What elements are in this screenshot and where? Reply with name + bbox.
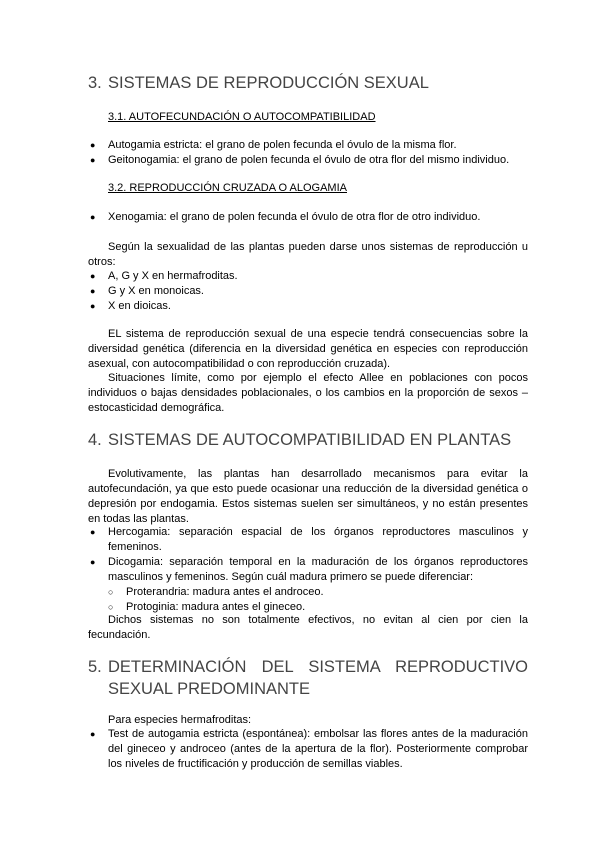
list-item: ● X en dioicas.: [88, 299, 528, 314]
list-item: ● Hercogamia: separación espacial de los órganos reproductores masculinos y femeninos.: [88, 525, 528, 555]
list-item: ● Xenogamia: el grano de polen fecunda el óvulo de otra flor de otro individuo.: [88, 210, 528, 225]
situaciones-paragraph: Situaciones límite, como por ejemplo el efecto Allee en poblaciones con pocos individuos o bajas densidades poblacionales, o los cambios en la proporción de sexos – estocasticidad demográfica.: [88, 372, 528, 414]
section-5-heading: [88, 656, 528, 700]
section-4-heading: [88, 429, 528, 451]
list-item: [88, 555, 528, 615]
section-4-title: SISTEMAS DE AUTOCOMPATIBILIDAD EN PLANTAS: [108, 431, 512, 449]
dicogamia-sublist: [88, 585, 528, 615]
section-5-number: 5.: [88, 658, 102, 676]
autocompatibilidad-list: [88, 525, 528, 615]
list-item: ● Test de autogamia estricta (espontánea): embolsar las flores antes de la maduración del gineceo y androceo (antes de la apertura de la flor). Posteriormente comprobar los niveles de fructificación y producción de semillas viables.: [88, 727, 528, 772]
list-item: ● G y X en monoicas.: [88, 284, 528, 299]
determinacion-list: [88, 727, 528, 772]
sexualidad-list: [88, 269, 528, 314]
autofecundacion-list: [88, 138, 528, 168]
evolutivamente-paragraph: Evolutivamente, las plantas han desarrollado mecanismos para evitar la autofecundación, ya que esto puede ocasionar una reducción de la diversidad genética o depresión por endogamia. Estos sistemas suelen ser simultáneos, y no están presentes en todas las plantas.: [88, 468, 528, 525]
list-item: ● A, G y X en hermafroditas.: [88, 269, 528, 284]
dichos-sistemas-paragraph: Dichos sistemas no son totalmente efectivos, no evitan al cien por cien la fecundación.: [88, 614, 528, 641]
subsection-3-1-heading: 3.1. AUTOFECUNDACIÓN O AUTOCOMPATIBILIDAD: [108, 111, 376, 123]
section-5-title-line2: SEXUAL PREDOMINANTE: [108, 680, 311, 698]
list-item: ● Geitonogamia: el grano de polen fecunda el óvulo de otra flor del mismo individuo.: [88, 153, 528, 168]
section-4-number: 4.: [88, 431, 102, 449]
dicogamia-text: Dicogamia: separación temporal en la maduración de los órganos reproductores masculinos y femeninos. Según cuál madura primero se puede diferenciar:: [108, 556, 528, 583]
list-item: ○ Protoginia: madura antes el gineceo.: [88, 600, 528, 615]
subsection-3-2-heading: 3.2. REPRODUCCIÓN CRUZADA O ALOGAMIA: [108, 182, 347, 194]
diversidad-paragraph: EL sistema de reproducción sexual de una especie tendrá consecuencias sobre la diversidad genética (diferencia en la diversidad genética en especies con reproducción asexual, con autocompatibilidad o con reproducción cruzada).: [88, 328, 528, 370]
section-3-heading: [88, 72, 528, 94]
section-3-title: SISTEMAS DE REPRODUCCIÓN SEXUAL: [108, 74, 429, 92]
section-5-title-line1: DETERMINACIÓN DEL SISTEMA REPRODUCTIVO: [108, 658, 528, 676]
list-item: ○ Proterandria: madura antes el androceo.: [88, 585, 528, 600]
alogamia-list: [88, 210, 528, 225]
section-3-number: 3.: [88, 74, 102, 92]
hermafroditas-paragraph: Para especies hermafroditas:: [108, 714, 252, 726]
sexualidad-paragraph: Según la sexualidad de las plantas pueden darse unos sistemas de reproducción u otros:: [88, 241, 528, 268]
list-item: ● Autogamia estricta: el grano de polen fecunda el óvulo de la misma flor.: [88, 138, 528, 153]
